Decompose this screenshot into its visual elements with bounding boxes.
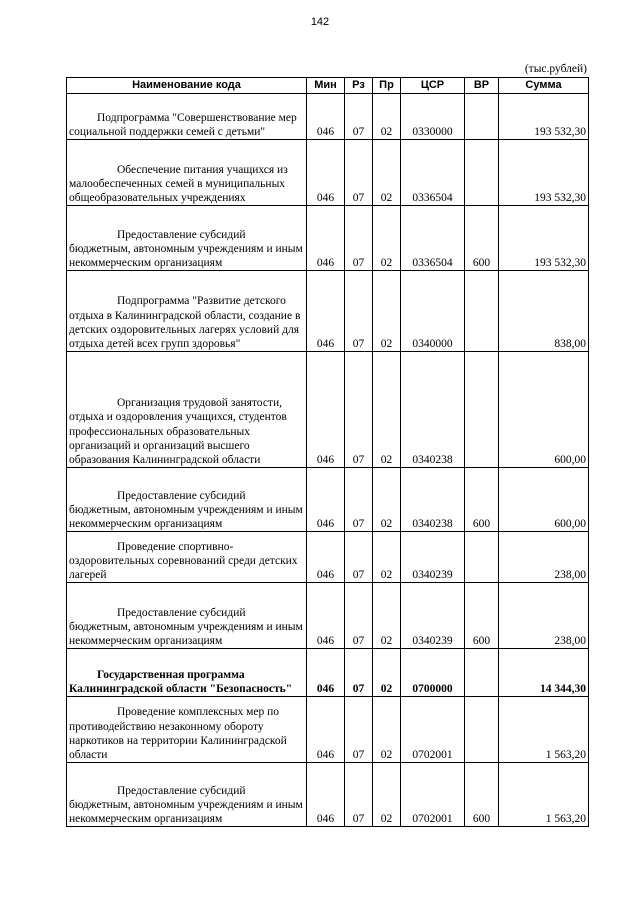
row-min: 046 [307,697,345,763]
row-csr: 0700000 [401,649,465,697]
row-vr [465,140,499,206]
page-number: 142 [310,16,330,28]
row-min: 046 [307,271,345,352]
row-sum: 14 344,30 [499,649,589,697]
row-vr [465,352,499,468]
row-csr: 0340238 [401,468,465,532]
row-rz: 07 [345,532,373,583]
row-min: 046 [307,206,345,271]
row-min: 046 [307,532,345,583]
row-sum: 600,00 [499,352,589,468]
row-vr [465,532,499,583]
table-row [67,649,589,697]
header-name: Наименование кода [67,78,307,94]
row-sum: 838,00 [499,271,589,352]
row-pr: 02 [373,352,401,468]
row-pr: 02 [373,140,401,206]
row-sum: 193 532,30 [499,206,589,271]
row-rz: 07 [345,94,373,140]
row-rz: 07 [345,763,373,827]
row-rz: 07 [345,583,373,649]
row-vr: 600 [465,206,499,271]
row-sum: 1 563,20 [499,763,589,827]
row-min: 046 [307,583,345,649]
header-vr: ВР [465,78,499,94]
units-label: (тыс.рублей) [524,63,587,75]
row-sum: 238,00 [499,532,589,583]
row-rz: 07 [345,271,373,352]
row-sum: 238,00 [499,583,589,649]
row-rz: 07 [345,468,373,532]
table-header-row [67,78,589,94]
row-name: Предоставление субсидий бюджетным, автономным учреждениям и иным некоммерческим организациям [67,763,307,827]
row-rz: 07 [345,697,373,763]
header-pr: Пр [373,78,401,94]
table-row [67,94,589,140]
row-rz: 07 [345,206,373,271]
row-name: Организация трудовой занятости, отдыха и оздоровления учащихся, студентов профессиональных образовательных организаций и организаций высшего образования Калининградской области [67,352,307,468]
row-vr [465,649,499,697]
budget-table [66,77,589,827]
row-csr: 0702001 [401,697,465,763]
row-sum: 193 532,30 [499,140,589,206]
header-min: Мин [307,78,345,94]
row-csr: 0336504 [401,140,465,206]
row-name: Проведение комплексных мер по противодействию незаконному обороту наркотиков на территории Калининградской области [67,697,307,763]
row-pr: 02 [373,649,401,697]
header-sum: Сумма [499,78,589,94]
row-vr: 600 [465,763,499,827]
row-pr: 02 [373,94,401,140]
table-row [67,140,589,206]
header-csr: ЦСР [401,78,465,94]
row-min: 046 [307,468,345,532]
row-csr: 0340239 [401,532,465,583]
table-row [67,206,589,271]
row-name: Подпрограмма "Развитие детского отдыха в Калининградской области, создание в детских оздоровительных лагерях условий для отдыха детей всех групп здоровья" [67,271,307,352]
row-csr: 0340239 [401,583,465,649]
table-row [67,271,589,352]
row-min: 046 [307,94,345,140]
table-row [67,532,589,583]
table-row [67,583,589,649]
row-vr [465,271,499,352]
row-pr: 02 [373,271,401,352]
row-csr: 0340238 [401,352,465,468]
row-sum: 600,00 [499,468,589,532]
row-vr [465,94,499,140]
row-name: Обеспечение питания учащихся из малообеспеченных семей в муниципальных общеобразовательных учреждениях [67,140,307,206]
row-csr: 0330000 [401,94,465,140]
row-rz: 07 [345,649,373,697]
row-pr: 02 [373,697,401,763]
table-row [67,352,589,468]
row-name: Подпрограмма "Совершенствование мер социальной поддержки семей с детьми" [67,94,307,140]
row-sum: 193 532,30 [499,94,589,140]
table-row [67,763,589,827]
table-row [67,697,589,763]
row-name: Предоставление субсидий бюджетным, автономным учреждениям и иным некоммерческим организациям [67,583,307,649]
row-vr [465,697,499,763]
row-csr: 0340000 [401,271,465,352]
row-rz: 07 [345,140,373,206]
row-pr: 02 [373,206,401,271]
row-sum: 1 563,20 [499,697,589,763]
row-name: Предоставление субсидий бюджетным, автономным учреждениям и иным некоммерческим организациям [67,206,307,271]
row-csr: 0336504 [401,206,465,271]
row-name: Проведение спортивно-оздоровительных соревнований среди детских лагерей [67,532,307,583]
row-pr: 02 [373,468,401,532]
header-rz: Рз [345,78,373,94]
table-row [67,468,589,532]
row-min: 046 [307,352,345,468]
row-csr: 0702001 [401,763,465,827]
row-min: 046 [307,649,345,697]
row-pr: 02 [373,763,401,827]
row-vr: 600 [465,583,499,649]
row-min: 046 [307,140,345,206]
row-name: Предоставление субсидий бюджетным, автономным учреждениям и иным некоммерческим организациям [67,468,307,532]
row-min: 046 [307,763,345,827]
row-rz: 07 [345,352,373,468]
row-pr: 02 [373,583,401,649]
row-vr: 600 [465,468,499,532]
row-pr: 02 [373,532,401,583]
row-name: Государственная программа Калининградской области "Безопасность" [67,649,307,697]
